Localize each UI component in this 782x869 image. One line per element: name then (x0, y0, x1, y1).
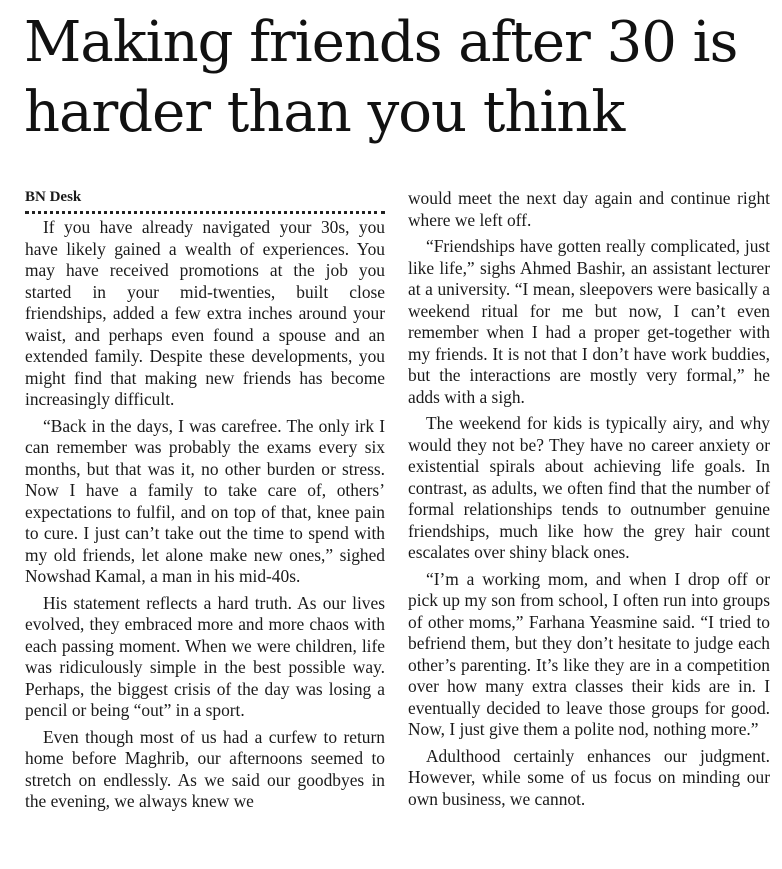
paragraph: “Friendships have gotten really complicated, just like life,” sighs Ahmed Bashir, an assistant lecturer at a university. “I mean, sleepovers were basically a weekend ritual for me but now, I can’t even remember when I had a proper get-together with my friends. It is not that I don’t have work buddies, but the interactions are mostly very formal,” he adds with a sigh. (408, 236, 770, 407)
paragraph: Even though most of us had a curfew to return home before Maghrib, our afternoons seemed to stretch on endlessly. As we said our goodbyes in the evening, we always knew we (25, 726, 385, 811)
paragraph: The weekend for kids is typically airy, and why would they not be? They have no career anxiety or existential spirals about achieving life goals. In contrast, as adults, we often find that the number of formal relationships tends to outnumber genuine friendships, much like how the grey hair count escalates over shiny black ones. (408, 413, 770, 562)
paragraph: Adulthood certainly enhances our judgment. However, while some of us focus on minding our own business, we cannot. (408, 745, 770, 809)
byline: BN Desk (25, 188, 385, 214)
paragraph: If you have already navigated your 30s, you have likely gained a wealth of experiences. You may have received promotions at the job you started in your mid-twenties, built close friendships, added a few extra inches around your waist, and perhaps even found a spouse and an extended family. Despite these developments, you might find that making new friends has become increasingly difficult. (25, 217, 385, 409)
paragraph: His statement reflects a hard truth. As our lives evolved, they embraced more and more chaos with each passing moment. When we were children, life was ridiculously simple in the best possible way. Perhaps, the biggest crisis of the day was losing a pencil or being “out” in a sport. (25, 592, 385, 720)
headline: Making friends after 30 is harder than you think (24, 10, 738, 145)
left-column (25, 188, 385, 818)
right-column (408, 188, 770, 815)
paragraph: “I’m a working mom, and when I drop off or pick up my son from school, I often run into groups of other moms,” Farhana Yeasmine said. “I tried to befriend them, but they don’t hesitate to judge each other’s parenting. It’s like they are in a competition over how many extra classes their kids are in. I eventually decided to leave those groups for good. Now, I just give them a polite nod, nothing more.” (408, 568, 770, 739)
paragraph: “Back in the days, I was carefree. The only irk I can remember was probably the exams every six months, but that was it, no other burden or stress. Now I have a family to take care of, others’ expectations to fulfil, and on top of that, knee pain to cure. I just can’t take out the time to spend with my old friends, let alone make new ones,” sighed Nowshad Kamal, a man in his mid-40s. (25, 415, 385, 586)
paragraph-continuation: would meet the next day again and continue right where we left off. (408, 188, 770, 230)
